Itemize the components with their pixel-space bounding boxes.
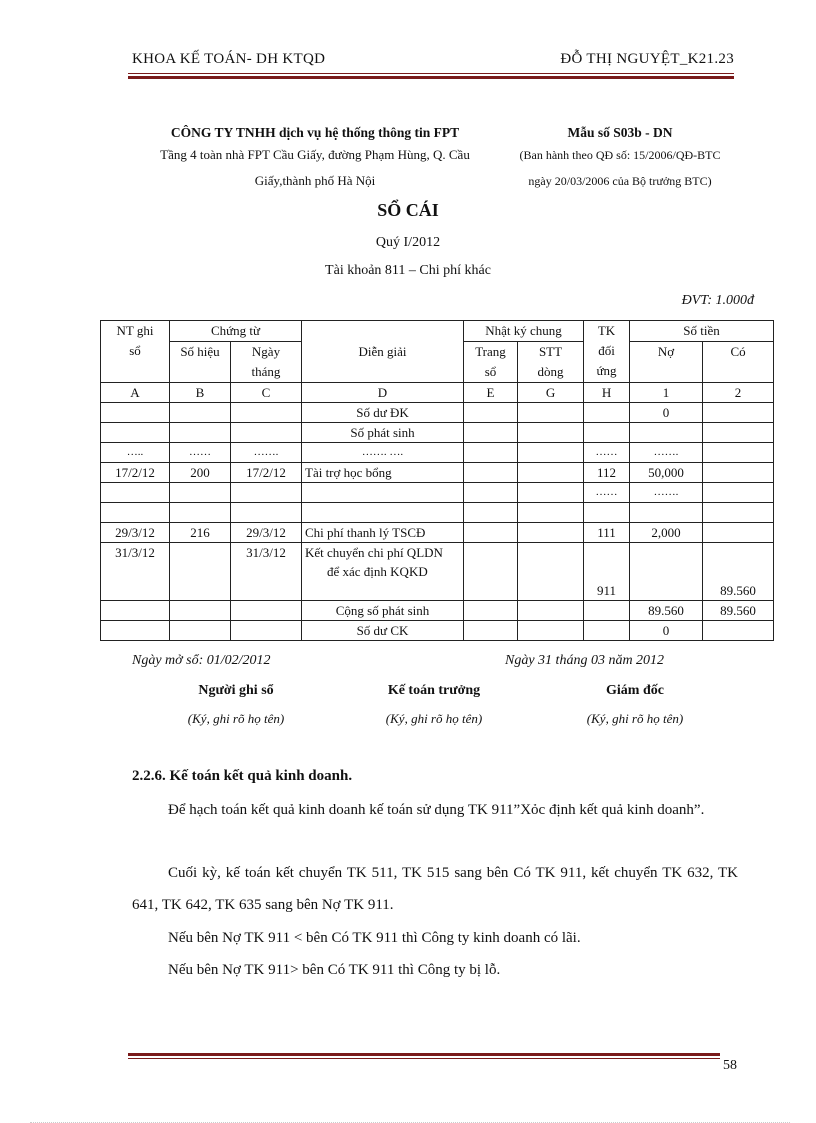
opening-no: 0 bbox=[630, 403, 703, 423]
entry-debit: 2,000 bbox=[630, 523, 703, 543]
table-row-arising bbox=[101, 423, 774, 443]
col-tk-doi-ung: TK đối ứng bbox=[584, 321, 630, 383]
table-row-closing bbox=[101, 621, 774, 641]
code-cell: G bbox=[518, 383, 584, 403]
table-row bbox=[101, 463, 774, 483]
total-debit: 89.560 bbox=[630, 601, 703, 621]
header-right-text: ĐỖ THỊ NGUYỆT_K21.23 bbox=[560, 51, 734, 67]
code-cell: 1 bbox=[630, 383, 703, 403]
header-rule-thin bbox=[128, 73, 734, 74]
footer-rule-thin bbox=[128, 1058, 720, 1059]
table-code-row bbox=[101, 383, 774, 403]
entry-account: 911 bbox=[584, 543, 630, 601]
arising-label: Số phát sinh bbox=[302, 423, 464, 443]
col-so-hieu: Số hiệu bbox=[170, 342, 231, 383]
col-so-tien: Số tiền bbox=[630, 321, 774, 342]
table-row-dots bbox=[101, 483, 774, 503]
document-period: Quý I/2012 bbox=[375, 235, 441, 250]
closing-label: Số dư CK bbox=[302, 621, 464, 641]
document-unit: ĐVT: 1.000đ bbox=[681, 293, 754, 308]
code-cell: C bbox=[231, 383, 302, 403]
code-cell: H bbox=[584, 383, 630, 403]
form-issued-2: ngày 20/03/2006 của Bộ trưởng BTC) bbox=[528, 174, 712, 188]
code-cell: 2 bbox=[703, 383, 774, 403]
col-no: Nợ bbox=[630, 342, 703, 383]
signed-date: Ngày 31 tháng 03 năm 2012 bbox=[505, 653, 665, 668]
col-chung-tu: Chứng từ bbox=[170, 321, 302, 342]
opening-label: Số dư ĐK bbox=[302, 403, 464, 423]
opened-date: Ngày mở sổ: 01/02/2012 bbox=[132, 653, 271, 668]
form-block bbox=[490, 122, 750, 192]
table-header-row-1 bbox=[101, 321, 774, 342]
signature-note: (Ký, ghi rõ họ tên) bbox=[187, 711, 285, 726]
col-ngay-thang: Ngày tháng bbox=[231, 342, 302, 383]
entry-debit: 50,000 bbox=[630, 463, 703, 483]
ledger-table bbox=[100, 320, 774, 641]
company-block bbox=[120, 122, 510, 192]
dots-cell: ……. bbox=[231, 443, 302, 463]
signature-role: Kế toán trưởng bbox=[387, 683, 481, 698]
table-row-opening bbox=[101, 403, 774, 423]
company-address-1: Tầng 4 toàn nhà FPT Cầu Giấy, đường Phạm Hùng, Q. Cầu bbox=[160, 147, 470, 162]
paragraph: Nếu bên Nợ TK 911 < bên Có TK 911 thì Công ty kinh doanh có lãi. bbox=[168, 930, 581, 946]
col-nt-ghi-so: NT ghi sổ bbox=[101, 321, 170, 383]
entry-doc-date: 31/3/12 bbox=[231, 543, 302, 601]
entry-doc-no: 216 bbox=[170, 523, 231, 543]
entry-description: Kết chuyển chi phí QLDN để xác định KQKD bbox=[302, 543, 464, 601]
entry-description: Chi phí thanh lý TSCĐ bbox=[302, 523, 464, 543]
entry-description: Tài trợ học bổng bbox=[302, 463, 464, 483]
dots-cell: …… bbox=[584, 483, 630, 503]
entry-account: 111 bbox=[584, 523, 630, 543]
company-address-2: Giấy,thành phố Hà Nội bbox=[254, 173, 376, 188]
entry-doc-date: 17/2/12 bbox=[231, 463, 302, 483]
code-cell: B bbox=[170, 383, 231, 403]
paragraph: Nếu bên Nợ TK 911> bên Có TK 911 thì Công ty bị lỗ. bbox=[168, 962, 501, 978]
code-cell: A bbox=[101, 383, 170, 403]
signature-role: Giám đốc bbox=[606, 683, 664, 698]
signature-note: (Ký, ghi rõ họ tên) bbox=[586, 711, 684, 726]
dots-cell: …… bbox=[584, 443, 630, 463]
dots-cell: ……. bbox=[630, 443, 703, 463]
signature-role: Người ghi sổ bbox=[198, 683, 274, 698]
document-title: SỔ CÁI bbox=[377, 200, 439, 220]
entry-doc-no: 200 bbox=[170, 463, 231, 483]
footer-rule-thick bbox=[128, 1053, 720, 1056]
form-code: Mẫu số S03b - DN bbox=[567, 125, 673, 140]
header-rule-thick bbox=[128, 76, 734, 79]
form-issued-1: (Ban hành theo QĐ số: 15/2006/QĐ-BTC bbox=[519, 148, 721, 162]
table-row bbox=[101, 543, 774, 601]
entry-date: 31/3/12 bbox=[101, 543, 170, 601]
col-stt-dong: STT dòng bbox=[518, 342, 584, 383]
table-row-empty bbox=[101, 503, 774, 523]
entry-credit: 89.560 bbox=[703, 543, 774, 601]
closing-debit: 0 bbox=[630, 621, 703, 641]
entry-date: 17/2/12 bbox=[101, 463, 170, 483]
entry-doc-date: 29/3/12 bbox=[231, 523, 302, 543]
table-row-total bbox=[101, 601, 774, 621]
col-trang-so: Trang sổ bbox=[464, 342, 518, 383]
document-account: Tài khoản 811 – Chi phí khác bbox=[325, 263, 491, 278]
page-number: 58 bbox=[723, 1058, 737, 1073]
section-heading: 2.2.6. Kế toán kết quả kinh doanh. bbox=[132, 768, 353, 784]
code-cell: E bbox=[464, 383, 518, 403]
table-row bbox=[101, 523, 774, 543]
paragraph: Để hạch toán kết quả kinh doanh kế toán sử dụng TK 911”Xỏc định kết quả kinh doanh”. bbox=[168, 802, 705, 818]
col-dien-giai: Diễn giải bbox=[302, 321, 464, 383]
dots-cell: ……. …. bbox=[302, 443, 464, 463]
header-left-text: KHOA KẾ TOÁN- DH KTQD bbox=[132, 51, 326, 67]
table-row-dots bbox=[101, 443, 774, 463]
code-cell: D bbox=[302, 383, 464, 403]
entry-date: 29/3/12 bbox=[101, 523, 170, 543]
signature-note: (Ký, ghi rõ họ tên) bbox=[385, 711, 483, 726]
dots-cell: ……. bbox=[630, 483, 703, 503]
col-co: Có bbox=[703, 342, 774, 383]
total-credit: 89.560 bbox=[703, 601, 774, 621]
paragraph: Cuối kỳ, kế toán kết chuyển TK 511, TK 515 sang bên Có TK 911, kết chuyển TK 632, TK 641, TK 642, TK 635 sang bên Nợ TK 911. bbox=[132, 865, 738, 913]
entry-account: 112 bbox=[584, 463, 630, 483]
dots-cell: ….. bbox=[101, 443, 170, 463]
company-name: CÔNG TY TNHH dịch vụ hệ thống thông tin FPT bbox=[170, 125, 460, 140]
total-label: Cộng số phát sinh bbox=[302, 601, 464, 621]
col-nhat-ky-chung: Nhật ký chung bbox=[464, 321, 584, 342]
dots-cell: …… bbox=[170, 443, 231, 463]
